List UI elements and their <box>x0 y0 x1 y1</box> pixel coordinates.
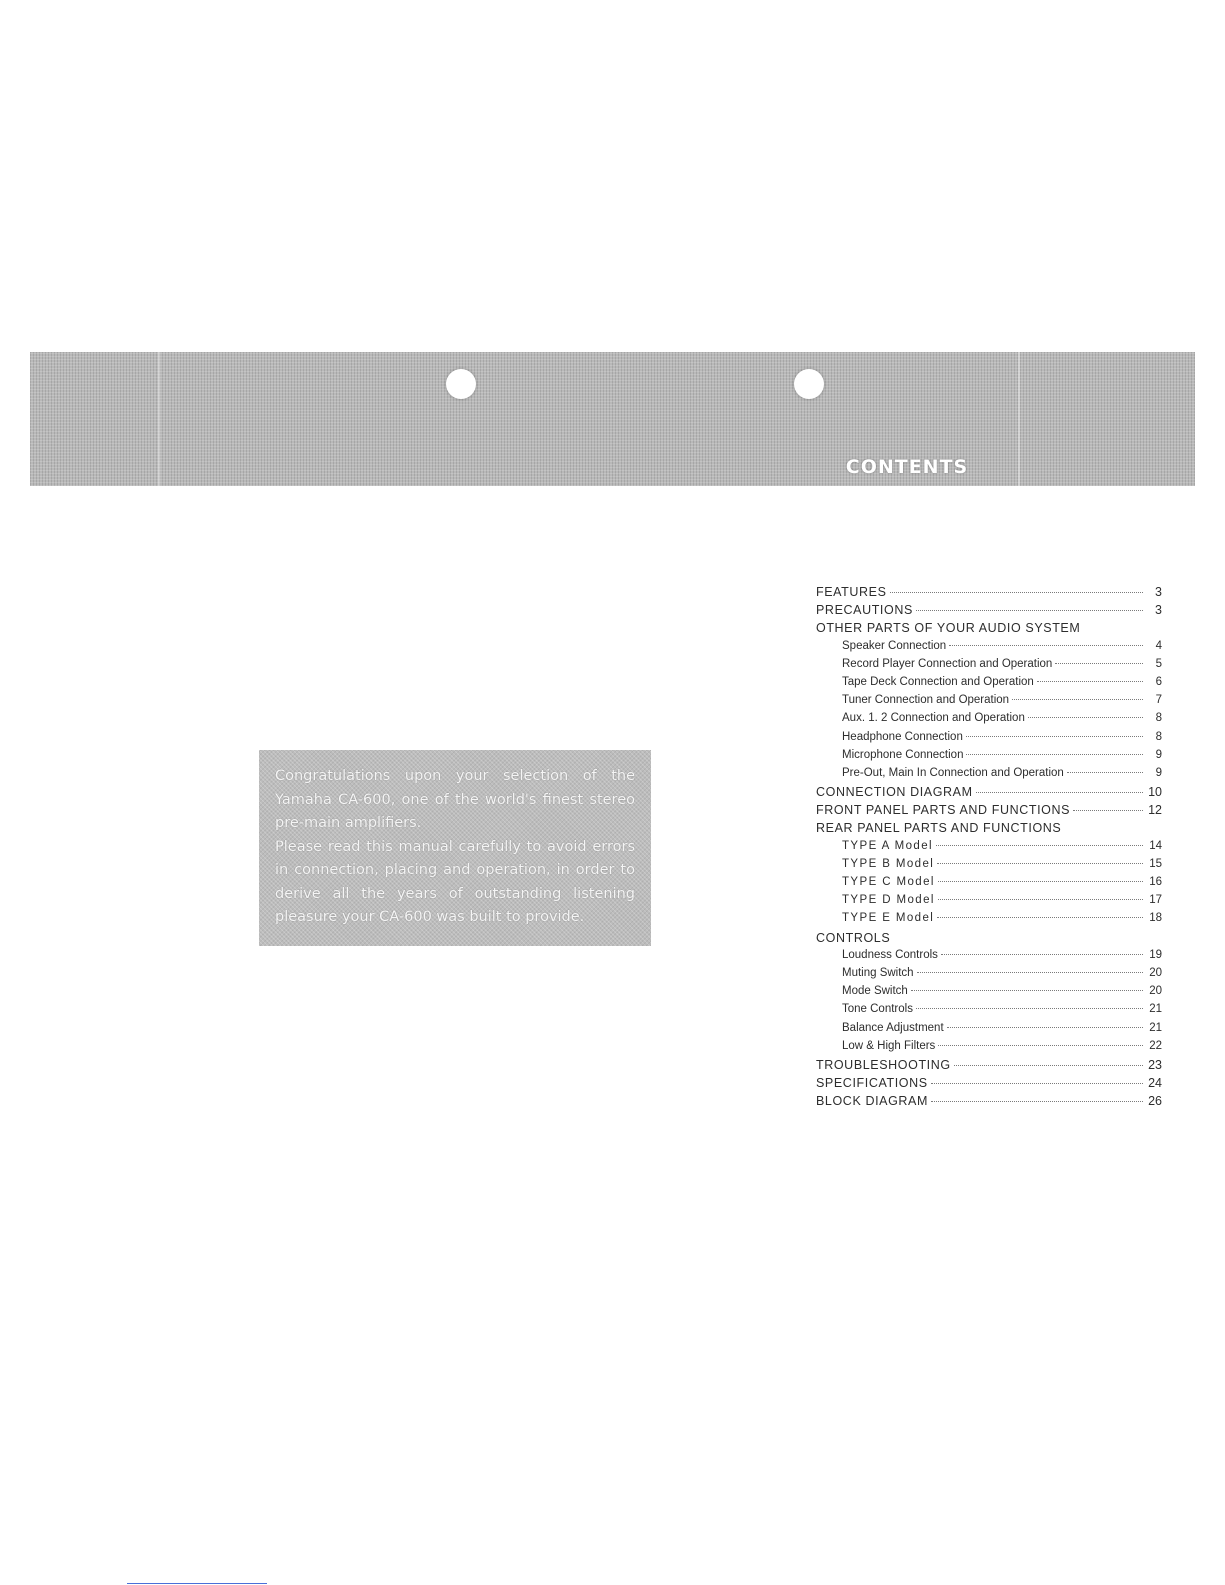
toc-entry-title: PRECAUTIONS <box>816 603 913 618</box>
toc-entry <box>816 658 1162 676</box>
toc-leader-dots <box>916 610 1143 611</box>
toc-leader-dots <box>1037 681 1143 682</box>
toc-entry <box>816 694 1162 712</box>
toc-page-number: 6 <box>1155 675 1162 688</box>
toc-page-number: 5 <box>1155 657 1162 670</box>
toc-page-number: 17 <box>1149 894 1162 907</box>
toc-entry-title: FEATURES <box>816 585 887 599</box>
toc-entry <box>816 840 1162 858</box>
toc-leader-dots <box>937 863 1143 864</box>
toc-leader-dots <box>931 1083 1143 1084</box>
toc-leader-dots <box>911 990 1143 991</box>
intro-paragraph: Congratulations upon your selection of the Yamaha CA-600, one of the world's finest stereo pre-main amplifiers. <box>275 768 635 831</box>
toc-entry-title: Tuner Connection and Operation <box>842 694 1010 707</box>
toc-entry <box>816 894 1162 912</box>
toc-entry-title: SPECIFICATIONS <box>816 1076 928 1091</box>
toc-leader-dots <box>936 845 1143 846</box>
toc-entry-title: Tape Deck Connection and Operation <box>842 675 1034 688</box>
toc-leader-dots <box>917 972 1143 973</box>
toc-page-number: 10 <box>1148 785 1162 800</box>
toc-entry <box>816 676 1162 694</box>
intro-box <box>259 750 651 946</box>
toc-entry <box>816 1003 1162 1021</box>
toc-entry-title: Speaker Connection <box>842 639 947 652</box>
toc-leader-dots <box>938 899 1143 900</box>
toc-leader-dots <box>1012 699 1143 700</box>
toc-entry-title: TYPE A Model <box>842 839 933 852</box>
toc-page-number: 24 <box>1148 1076 1162 1091</box>
toc-page-number: 14 <box>1149 839 1162 852</box>
toc-page-number: 8 <box>1155 712 1162 725</box>
contents-heading: CONTENTS <box>845 456 969 478</box>
toc-leader-dots <box>1028 717 1143 718</box>
intro-paragraph: Please read this manual carefully to avoid errors in connection, placing and operation, in order to derive all the years of outstanding listening pleasure your CA-600 was built to provide. <box>275 838 635 925</box>
toc-page-number: 7 <box>1155 694 1162 707</box>
toc-entry <box>816 803 1162 821</box>
toc-leader-dots <box>1055 663 1143 664</box>
toc-page-number: 23 <box>1148 1057 1162 1072</box>
toc-entry <box>816 1022 1162 1040</box>
toc-page-number: 21 <box>1149 1021 1162 1034</box>
toc-entry-title: Muting Switch <box>842 966 914 979</box>
toc-page-number: 20 <box>1149 985 1162 998</box>
binder-hole <box>794 369 824 399</box>
toc-page-number: 20 <box>1149 966 1162 979</box>
toc-page-number: 12 <box>1148 803 1162 818</box>
toc-entry <box>816 967 1162 985</box>
toc-entry <box>816 949 1162 967</box>
toc-leader-dots <box>937 917 1143 918</box>
toc-entry-title: Aux. 1. 2 Connection and Operation <box>842 712 1025 725</box>
toc-entry <box>816 585 1162 603</box>
toc-page-number: 19 <box>1149 948 1162 961</box>
toc-page-number: 3 <box>1155 585 1162 599</box>
toc-entry <box>816 603 1162 621</box>
toc-entry-title: CONTROLS <box>816 930 891 945</box>
toc-entry-title: TYPE E Model <box>842 912 935 925</box>
table-of-contents <box>816 585 1162 1112</box>
toc-leader-dots <box>1067 772 1143 773</box>
toc-leader-dots <box>938 881 1143 882</box>
toc-page-number: 9 <box>1155 766 1162 779</box>
banner-seam <box>158 352 160 486</box>
toc-entry <box>816 1076 1162 1094</box>
toc-page-number: 16 <box>1149 876 1162 888</box>
toc-entry <box>816 1094 1162 1112</box>
toc-leader-dots <box>890 592 1143 593</box>
toc-entry <box>816 1058 1162 1076</box>
toc-entry <box>816 912 1162 930</box>
toc-leader-dots <box>947 1027 1143 1028</box>
toc-page-number: 15 <box>1149 857 1162 870</box>
toc-entry-title: BLOCK DIAGRAM <box>816 1094 928 1109</box>
toc-entry-title: REAR PANEL PARTS AND FUNCTIONS <box>816 821 1062 836</box>
toc-entry-title: Loudness Controls <box>842 948 938 961</box>
toc-entry <box>816 821 1162 839</box>
toc-page-number: 22 <box>1149 1039 1162 1052</box>
banner-seam <box>1018 352 1020 486</box>
toc-leader-dots <box>949 645 1143 646</box>
toc-page-number: 4 <box>1155 639 1162 652</box>
toc-page-number: 9 <box>1155 748 1162 761</box>
binder-hole <box>446 369 476 399</box>
toc-entry-title: Tone Controls <box>842 1003 913 1016</box>
toc-entry-title: Low & High Filters <box>842 1039 936 1052</box>
footer-link-underline <box>127 1583 267 1584</box>
toc-entry-title: Pre-Out, Main In Connection and Operation <box>842 766 1064 779</box>
toc-entry-title: FRONT PANEL PARTS AND FUNCTIONS <box>816 803 1071 818</box>
toc-entry <box>816 767 1162 785</box>
toc-leader-dots <box>1073 810 1143 811</box>
toc-leader-dots <box>954 1065 1143 1066</box>
contents-banner <box>30 352 1195 486</box>
toc-leader-dots <box>966 754 1143 755</box>
toc-entry-title: Mode Switch <box>842 985 908 998</box>
toc-entry <box>816 931 1162 949</box>
toc-entry-title: OTHER PARTS OF YOUR AUDIO SYSTEM <box>816 621 1081 636</box>
toc-entry-title: Record Player Connection and Operation <box>842 657 1053 670</box>
toc-page-number: 21 <box>1149 1003 1162 1016</box>
toc-entry-title: TROUBLESHOOTING <box>816 1057 951 1072</box>
toc-entry <box>816 731 1162 749</box>
toc-entry-title: TYPE C Model <box>842 876 935 888</box>
toc-leader-dots <box>931 1101 1143 1102</box>
toc-entry <box>816 712 1162 730</box>
toc-leader-dots <box>938 1045 1143 1046</box>
toc-entry-title: Headphone Connection <box>842 730 963 743</box>
toc-entry <box>816 876 1162 894</box>
toc-entry-title: TYPE D Model <box>842 894 935 907</box>
toc-page-number: 18 <box>1149 912 1162 925</box>
toc-entry-title: Balance Adjustment <box>842 1021 944 1034</box>
toc-page-number: 8 <box>1155 730 1162 743</box>
toc-leader-dots <box>916 1008 1143 1009</box>
toc-leader-dots <box>941 954 1143 955</box>
toc-entry <box>816 785 1162 803</box>
toc-entry-title: CONNECTION DIAGRAM <box>816 785 973 800</box>
toc-entry <box>816 985 1162 1003</box>
toc-leader-dots <box>966 736 1143 737</box>
toc-entry <box>816 749 1162 767</box>
toc-entry <box>816 640 1162 658</box>
toc-entry-title: Microphone Connection <box>842 748 964 761</box>
toc-leader-dots <box>976 792 1143 793</box>
toc-entry-title: TYPE B Model <box>842 857 935 870</box>
toc-entry <box>816 858 1162 876</box>
toc-page-number: 3 <box>1155 603 1162 618</box>
toc-entry <box>816 621 1162 639</box>
toc-page-number: 26 <box>1148 1094 1162 1109</box>
toc-entry <box>816 1040 1162 1058</box>
